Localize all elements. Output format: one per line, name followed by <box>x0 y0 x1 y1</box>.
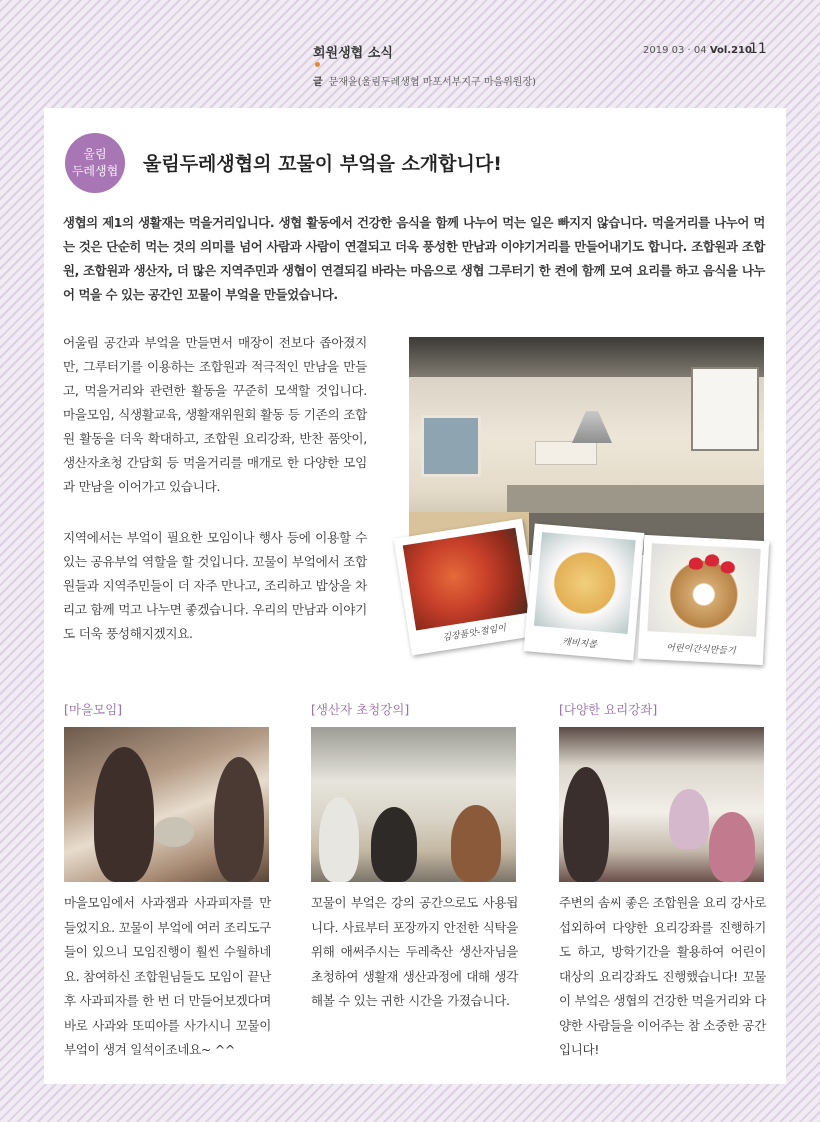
byline-key: 글 <box>313 77 323 88</box>
intro-paragraph: 생협의 제1의 생활재는 먹을거리입니다. 생협 활동에서 건강한 음식을 함께 나누어 먹는 일은 빠지지 않습니다. 먹을거리를 나누어 먹는 것은 단순히 먹는 것의 의미를 넘어 사람과 사람이 연결되고 더욱 풍성한 만남과 이야기거리를 만들어내기도 합니다. 조합원과 조합원, 조합원과 생산자, 더 많은 지역주민과 생협이 연결되길 바라는 마음으로 생협 그루터기 한 켠에 함께 모여 요리를 하고 음식을 나누어 먹을 수 있는 공간인 꼬물이 부엌을 만들었습니다. <box>63 215 765 302</box>
person-figure <box>94 747 154 882</box>
pancake-photo <box>647 543 760 637</box>
column-heading-village: [마을모임] <box>64 702 123 717</box>
polaroid-pancake <box>638 535 769 665</box>
person-figure <box>669 789 709 849</box>
person-figure <box>371 807 417 882</box>
producer-lecture-photo <box>311 727 516 882</box>
kimchi-photo <box>403 528 529 631</box>
byline-author: 문재윤(울림두레생협 마포서부지구 마을위원장) <box>328 77 537 88</box>
issue-info <box>643 45 752 56</box>
section-title: 회원생협 소식 <box>313 46 393 61</box>
whiteboard <box>691 367 759 451</box>
cooking-class-photo <box>559 727 764 882</box>
polaroid-kimchi <box>394 519 541 656</box>
badge-line-2: 두레생협 <box>71 164 119 178</box>
person-figure <box>709 812 755 882</box>
column-text-village: 마을모임에서 사과잼과 사과피자를 만들었지요. 꼬물이 부엌에 여러 조리도구들이 있으니 모임진행이 훨씬 수월하네요. 참여하신 조합원님들도 모임이 끝난 후 사과피자를 한 번 더 만들어보겠다며 바로 사과와 또띠아를 사가시니 꼬물이 부엌이 생겨 일석이조네요~ ^^ <box>64 895 271 1057</box>
column-heading-producer: [생산자 초청강의] <box>311 702 410 717</box>
cabbage-roll-photo <box>534 532 636 634</box>
caption-kimchi: 김장품앗-절임이 <box>441 623 507 644</box>
polaroid-cabbage-roll <box>524 523 645 660</box>
range-hood <box>572 411 612 443</box>
kitchen-counter <box>507 485 764 513</box>
body-paragraph-2: 지역에서는 부엌이 필요한 모임이나 행사 등에 이용할 수 있는 공유부엌 역할을 할 것입니다. 꼬물이 부엌에서 조합원들과 지역주민들이 더 자주 만나고, 조리하고 밥상을 차리고 함께 먹고 나누면 좋겠습니다. 우리의 만남과 이야기도 더욱 풍성해지겠지요. <box>63 530 367 641</box>
badge-line-1: 울림 <box>83 147 107 161</box>
strawberry <box>720 561 735 574</box>
person-figure <box>563 767 609 882</box>
caption-cabbage-roll: 캐비지롤 <box>561 637 598 651</box>
person-figure <box>451 805 501 882</box>
kitchen-cabinet <box>535 441 597 465</box>
article-title: 울림두레생협의 꼬물이 부엌을 소개합니다! <box>143 153 502 175</box>
issue-date: 2019 03 · 04 <box>643 45 707 56</box>
body-paragraph-1: 어울림 공간과 부엌을 만들면서 매장이 전보다 좁아졌지만, 그루터기를 이용하는 조합원과 적극적인 만남을 만들고, 먹을거리와 관련한 활동을 꾸준히 모색할 것입니다. 마을모임, 식생활교육, 생활재위원회 활동 등 기존의 조합원 활동을 더욱 확대하고, 조합원 요리강좌, 반찬 품앗이, 생산자초청 간담회 등 먹을거리를 매개로 한 다양한 모임과 만남을 이어가고 있습니다. <box>63 335 367 494</box>
village-meeting-photo <box>64 727 269 882</box>
strawberry <box>705 554 720 567</box>
page-number: 11 <box>749 41 767 57</box>
page-header <box>0 0 820 105</box>
person-figure <box>319 797 359 882</box>
column-text-cooking: 주변의 솜씨 좋은 조합원을 요리 강사로 섭외하여 다양한 요리강좌를 진행하기도 하고, 방학기간을 활용하여 어린이 대상의 요리강좌도 진행했습니다! 꼬물이 부엌은 생협의 건강한 먹을거리와 다양한 사람들을 이어주는 참 소중한 공간입니다! <box>559 895 766 1057</box>
bowl <box>154 817 194 847</box>
kitchen-photo <box>409 337 764 555</box>
strawberry <box>689 557 704 570</box>
kitchen-window <box>421 415 481 477</box>
byline <box>313 73 536 88</box>
caption-pancake: 어린이간식만들기 <box>665 643 736 657</box>
coop-badge <box>65 133 125 193</box>
person-figure <box>214 757 264 882</box>
column-text-producer: 꼬물이 부엌은 강의 공간으로도 사용됩니다. 사료부터 포장까지 안전한 식탁을 위해 애써주시는 두레축산 생산자님을 초청하여 생활재 생산과정에 대해 생각해볼 수 있는 귀한 시간을 가졌습니다. <box>311 895 518 1008</box>
section-dot-icon <box>315 62 320 67</box>
column-heading-cooking: [다양한 요리강좌] <box>559 702 658 717</box>
issue-volume: Vol.210 <box>709 45 752 56</box>
